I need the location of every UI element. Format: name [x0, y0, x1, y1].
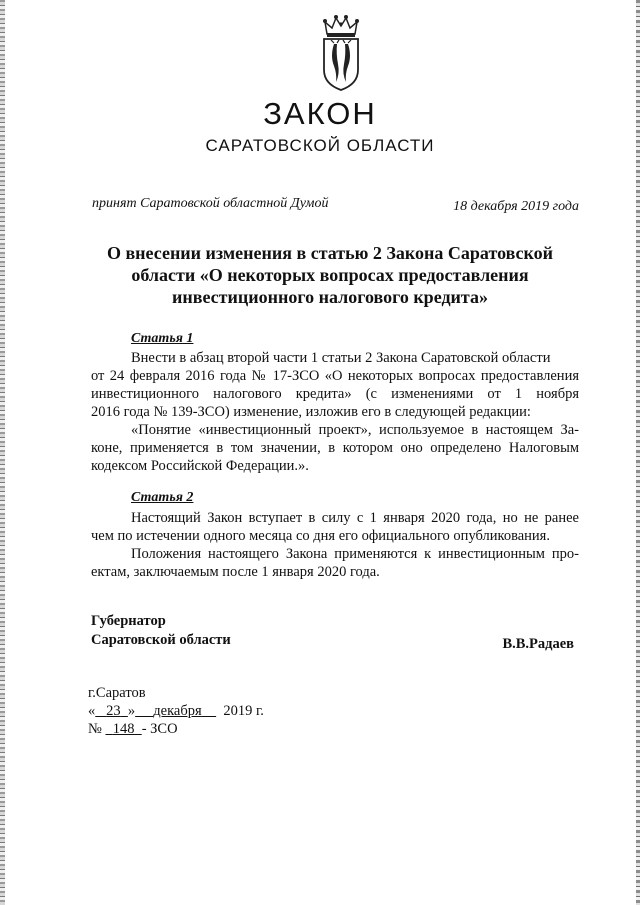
law-number [88, 720, 264, 738]
governor-name: В.В.Радаев [502, 636, 574, 652]
text-line: от 24 февраля 2016 года № 17-ЗСО «О некоторых вопросах предоставления [91, 368, 579, 384]
text-line: инвестиционного налогового кредита» (с изменениями от 1 ноября [91, 386, 579, 402]
text-line: Внести в абзац второй части 1 статьи 2 Закона Саратовской области [131, 350, 551, 366]
date-quote-close: » [127, 703, 136, 719]
governor-line: Губернатор [91, 613, 166, 629]
governor-line: Саратовской области [91, 632, 231, 648]
text-line: «Понятие «инвестиционный проект», используемое в настоящем За- [131, 422, 579, 438]
text-line: 2016 года № 139-ЗСО) изменение, изложив его в следующей редакции: [91, 404, 531, 420]
text-line: чем по истечении одного месяца со дня его официального опубликования. [91, 528, 550, 544]
signing-details [88, 684, 264, 738]
governor-title [91, 612, 231, 650]
article-2-text [91, 509, 579, 581]
number-value: 148 [112, 721, 135, 737]
adopted-by: принят Саратовской областной Думой [92, 196, 329, 211]
article-1-text [91, 349, 579, 475]
adopted-date: 18 декабря 2019 года [453, 199, 579, 214]
text-line: Настоящий Закон вступает в силу с 1 января 2020 года, но не ранее [131, 510, 579, 526]
article-1-title: Статья 1 [131, 331, 194, 346]
signing-date [88, 702, 264, 720]
number-sign: № [88, 721, 102, 737]
article-2-title: Статья 2 [131, 490, 194, 505]
date-day: 23 [106, 703, 121, 719]
heading-line: инвестиционного налогового кредита» [172, 287, 488, 307]
region-title: САРАТОВСКОЙ ОБЛАСТИ [205, 136, 435, 155]
law-title: ЗАКОН [263, 96, 377, 131]
text-line: Положения настоящего Закона применяются к инвестиционным про- [131, 546, 579, 562]
date-quote-open: « [88, 703, 96, 719]
date-year: 2019 г. [223, 703, 264, 719]
text-line: ектам, заключаемым после 1 января 2020 года. [91, 564, 380, 580]
number-suffix: - ЗСО [141, 721, 178, 737]
law-heading [60, 242, 600, 308]
text-line: коне, применяется в том значении, в котором оно определено Налоговым [91, 440, 579, 456]
coat-of-arms-emblem [318, 14, 364, 92]
text-line: кодексом Российской Федерации.». [91, 458, 309, 474]
date-month: декабря [153, 703, 202, 719]
signing-city: г.Саратов [88, 685, 146, 701]
heading-line: области «О некоторых вопросах предоставления [131, 265, 529, 285]
heading-line: О внесении изменения в статью 2 Закона Саратовской [106, 243, 554, 263]
